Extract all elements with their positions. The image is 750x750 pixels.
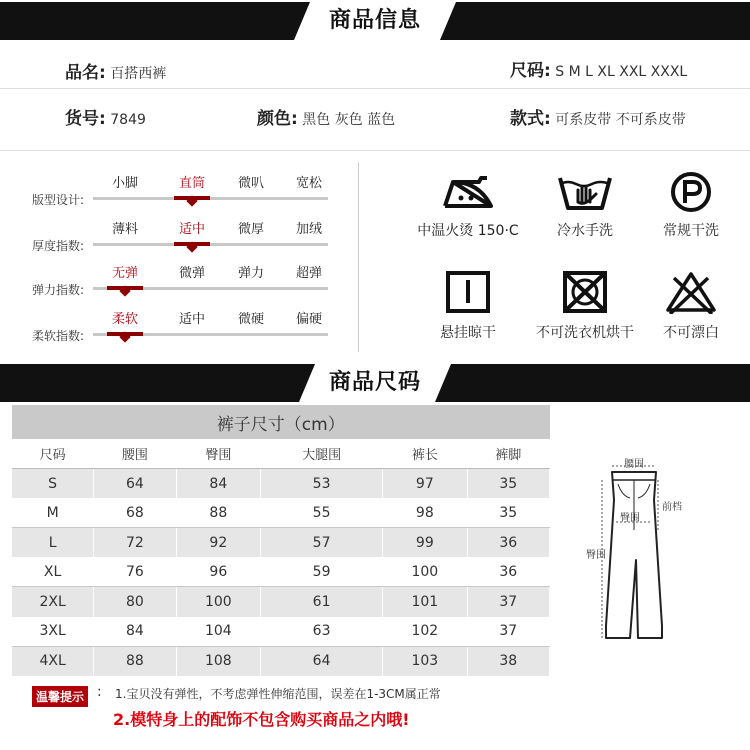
notice-line-2: 2.模特身上的配饰不包含购买商品之内哦! <box>113 710 410 729</box>
product-name-value: 百搭西裤 <box>110 66 167 82</box>
table-header-cell: 大腿围 <box>261 439 383 469</box>
notice-colon: : <box>97 684 102 700</box>
table-cell: 104 <box>176 617 261 647</box>
attribute-track <box>93 197 328 200</box>
size-table <box>12 405 550 676</box>
table-row <box>12 557 550 587</box>
attribute-option: 微厚 <box>237 222 264 237</box>
attribute-option: 微弹 <box>178 266 205 281</box>
table-row <box>12 498 550 528</box>
vertical-divider <box>358 162 359 352</box>
product-code <box>65 104 146 129</box>
care-item-dry-clean <box>636 172 746 240</box>
diagram-label-waist: 腰围 <box>624 459 644 470</box>
table-cell: 72 <box>94 528 176 558</box>
table-cell: S <box>12 469 94 499</box>
table-cell: 102 <box>383 617 468 647</box>
attribute-option: 小脚 <box>111 176 138 191</box>
table-cell: 64 <box>94 469 176 499</box>
table-cell: XL <box>12 557 94 587</box>
product-name <box>65 58 166 83</box>
attribute-option: 适中 <box>178 222 205 237</box>
section-title-size: 商品尺码 <box>328 370 421 395</box>
table-cell: 3XL <box>12 617 94 647</box>
care-label-dry-clean: 常规干洗 <box>663 223 719 239</box>
table-cell: 84 <box>176 469 261 499</box>
table-cell: 97 <box>383 469 468 499</box>
attribute-option: 宽松 <box>295 176 322 191</box>
attribute-track <box>93 243 328 246</box>
table-row <box>12 617 550 647</box>
hand-wash-icon <box>556 172 614 212</box>
care-item-iron <box>413 172 523 240</box>
table-cell: 37 <box>467 617 549 647</box>
table-cell: 68 <box>94 498 176 528</box>
attribute-option: 微硬 <box>237 312 264 327</box>
table-cell: 96 <box>176 557 261 587</box>
diagram-label-rise: 前档 <box>662 502 682 513</box>
table-cell: 88 <box>176 498 261 528</box>
product-sizes-label: 尺码: <box>510 61 551 81</box>
table-cell: 108 <box>176 646 261 676</box>
section-title-info: 商品信息 <box>328 8 421 33</box>
table-cell: 38 <box>467 646 549 676</box>
table-cell: 61 <box>261 587 383 617</box>
product-code-value: 7849 <box>110 112 146 128</box>
care-label-iron: 中温火烫 150·C <box>417 223 519 239</box>
table-header-cell: 裤长 <box>383 439 468 469</box>
product-code-label: 货号: <box>65 109 106 129</box>
table-row <box>12 528 550 558</box>
notice-line-1: 1.宝贝没有弹性，不考虑弹性伸缩范围，误差在1-3CM属正常 <box>115 687 441 701</box>
care-label-hand-wash: 冷水手洗 <box>557 223 613 239</box>
attribute-option: 适中 <box>178 312 205 327</box>
hang-dry-icon <box>439 270 497 314</box>
table-cell: 37 <box>467 587 549 617</box>
product-sizes-value: S M L XL XXL XXXL <box>555 64 688 80</box>
care-label-no-tumble-dry: 不可洗衣机烘干 <box>536 325 634 341</box>
care-label-no-bleach: 不可漂白 <box>663 325 719 341</box>
table-cell: 88 <box>94 646 176 676</box>
notice-tag: 温馨提示 <box>32 686 88 707</box>
care-item-hand-wash <box>530 172 640 240</box>
product-name-label: 品名: <box>65 63 106 83</box>
table-cell: 57 <box>261 528 383 558</box>
product-style <box>510 104 686 129</box>
pants-outline-icon <box>578 440 698 690</box>
care-item-no-tumble-dry <box>530 270 640 342</box>
attribute-option: 薄料 <box>111 222 138 237</box>
table-cell: 59 <box>261 557 383 587</box>
table-cell: 99 <box>383 528 468 558</box>
care-item-no-bleach <box>636 270 746 342</box>
table-cell: 64 <box>261 646 383 676</box>
table-header-cell: 尺码 <box>12 439 94 469</box>
attribute-label: 弹力指数: <box>32 283 85 297</box>
product-colors-label: 颜色: <box>257 109 298 129</box>
table-cell: 63 <box>261 617 383 647</box>
no-tumble-dry-icon <box>556 270 614 314</box>
attribute-option: 弹力 <box>237 266 264 281</box>
table-cell: 98 <box>383 498 468 528</box>
attribute-option: 无弹 <box>111 266 138 281</box>
table-cell: 101 <box>383 587 468 617</box>
attribute-option: 加绒 <box>295 222 322 237</box>
table-cell: L <box>12 528 94 558</box>
table-cell: 80 <box>94 587 176 617</box>
attribute-option: 偏硬 <box>295 312 322 327</box>
table-cell: 103 <box>383 646 468 676</box>
table-cell: 35 <box>467 498 549 528</box>
attribute-option: 超弹 <box>295 266 322 281</box>
table-cell: 53 <box>261 469 383 499</box>
info-divider <box>0 150 750 151</box>
table-cell: 92 <box>176 528 261 558</box>
table-header-cell: 裤脚 <box>467 439 549 469</box>
product-sizes <box>510 56 687 81</box>
attribute-option: 柔软 <box>111 312 138 327</box>
table-row <box>12 646 550 676</box>
table-cell: 2XL <box>12 587 94 617</box>
attribute-label: 柔软指数: <box>32 329 85 343</box>
diagram-label-hip: 臀围 <box>620 513 640 524</box>
table-cell: 100 <box>176 587 261 617</box>
table-cell: 84 <box>94 617 176 647</box>
attribute-option: 微叭 <box>237 176 264 191</box>
attribute-label: 厚度指数: <box>32 239 85 253</box>
care-item-hang-dry <box>413 270 523 342</box>
table-caption: 裤子尺寸（cm） <box>12 405 550 439</box>
table-cell: 35 <box>467 469 549 499</box>
table-cell: 36 <box>467 528 549 558</box>
table-cell: 76 <box>94 557 176 587</box>
product-style-label: 款式: <box>510 109 551 129</box>
section-banner-info <box>0 2 750 40</box>
section-banner-size <box>0 364 750 402</box>
table-row <box>12 469 550 499</box>
attribute-label: 版型设计: <box>32 193 85 207</box>
table-header-cell: 腰围 <box>94 439 176 469</box>
table-header-row <box>12 439 550 469</box>
table-cell: 100 <box>383 557 468 587</box>
table-cell: 55 <box>261 498 383 528</box>
info-divider <box>0 88 750 89</box>
table-row <box>12 587 550 617</box>
dry-clean-p-icon <box>662 172 720 212</box>
product-style-value: 可系皮带 不可系皮带 <box>555 112 686 128</box>
product-colors <box>257 104 395 129</box>
diagram-label-thigh: 臀围 <box>586 550 606 561</box>
pants-diagram <box>578 440 698 690</box>
iron-icon <box>439 172 497 212</box>
table-cell: 36 <box>467 557 549 587</box>
attribute-option: 直筒 <box>178 176 205 191</box>
care-label-hang-dry: 悬挂晾干 <box>440 325 496 341</box>
no-bleach-icon <box>662 270 720 314</box>
table-cell: M <box>12 498 94 528</box>
table-cell: 4XL <box>12 646 94 676</box>
product-colors-value: 黑色 灰色 蓝色 <box>302 112 396 128</box>
table-header-cell: 臀围 <box>176 439 261 469</box>
